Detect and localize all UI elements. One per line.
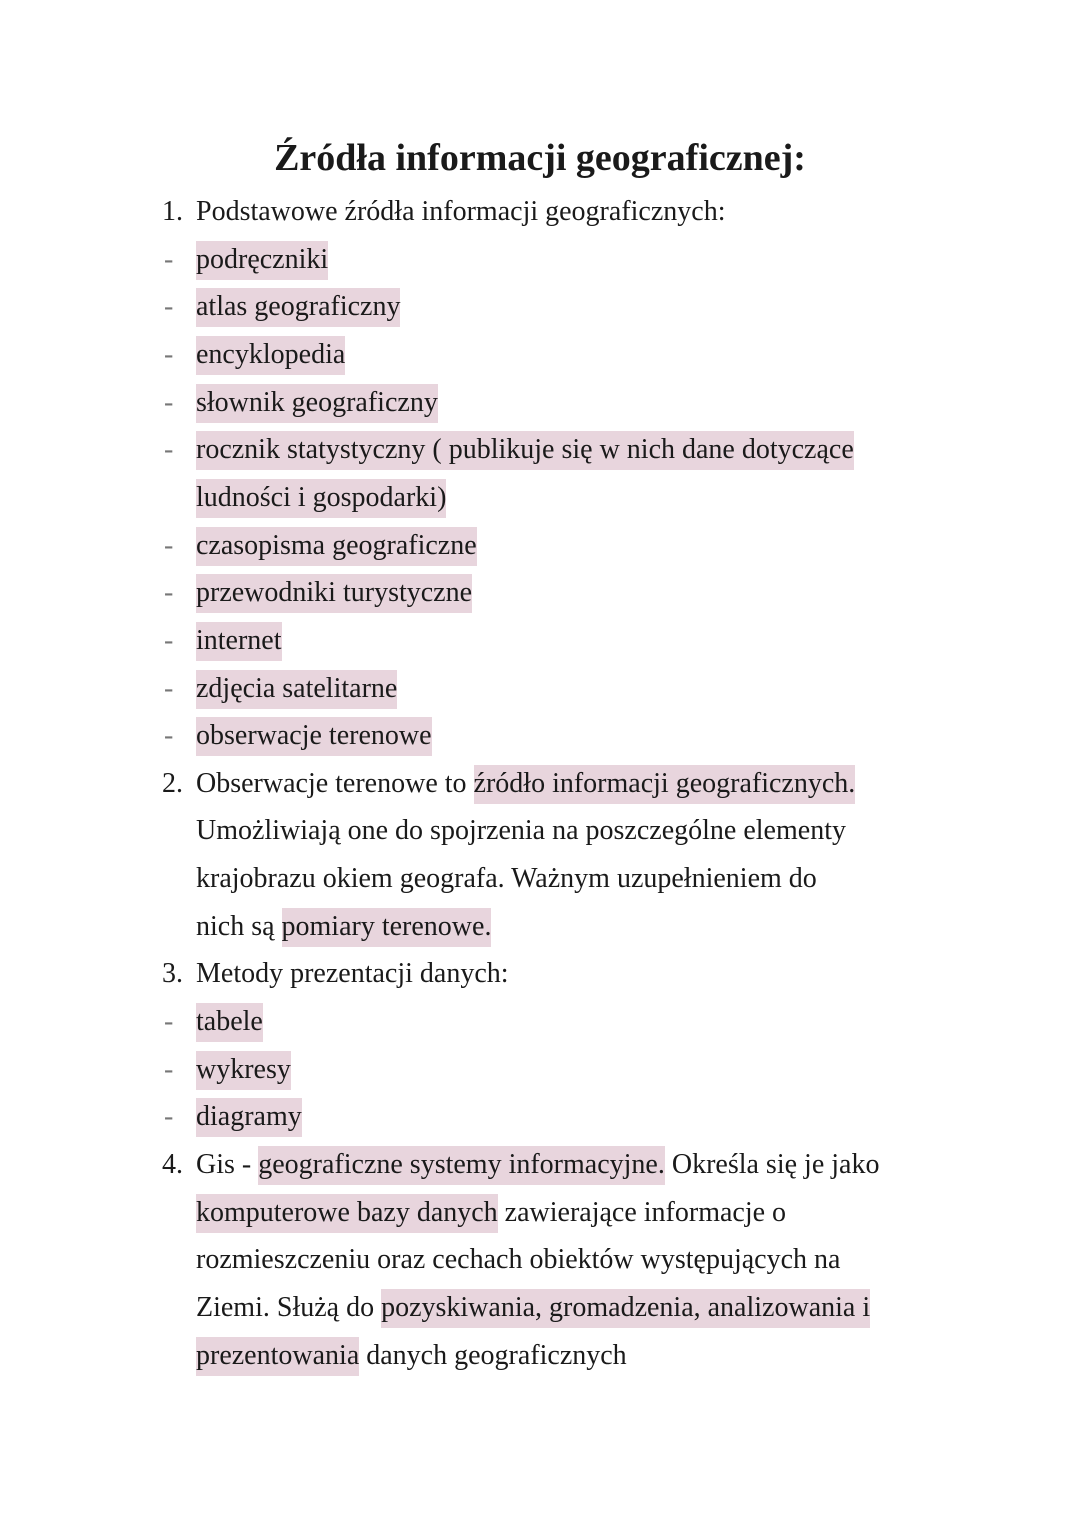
bullet-dash: -: [164, 720, 174, 752]
text-segment: rozmieszczeniu oraz cechach obiektów występujących na: [196, 1244, 841, 1276]
bullet-item: [0, 667, 1080, 711]
bullet-dash: -: [164, 291, 174, 323]
line-text: [196, 476, 446, 520]
text-segment: nich są: [196, 910, 282, 942]
line-text: [196, 762, 855, 806]
bullet-dash: -: [164, 386, 174, 418]
text-segment: Metody prezentacji danych:: [196, 958, 509, 990]
text-segment: Umożliwiają one do spojrzenia na poszczególne elementy: [196, 815, 846, 847]
bullet-item: [0, 238, 1080, 282]
highlighted-text: źródło informacji geograficznych.: [474, 765, 856, 804]
highlighted-text: ludności i gospodarki): [196, 479, 446, 518]
highlighted-text: zdjęcia satelitarne: [196, 670, 397, 709]
continuation-line: [0, 1238, 1080, 1282]
bullet-item: [0, 428, 1080, 472]
highlighted-text: diagramy: [196, 1098, 302, 1137]
highlighted-text: tabele: [196, 1003, 263, 1042]
bullet-item: [0, 285, 1080, 329]
highlighted-text: wykresy: [196, 1051, 291, 1090]
continuation-line: [0, 1286, 1080, 1330]
highlighted-text: prezentowania: [196, 1337, 359, 1376]
bullet-dash: -: [164, 1053, 174, 1085]
line-text: [196, 428, 854, 472]
numbered-item: [0, 762, 1080, 806]
line-text: [196, 238, 328, 282]
line-text: [196, 190, 725, 234]
bullet-item: [0, 571, 1080, 615]
highlighted-text: pomiary terenowe.: [282, 908, 492, 947]
line-text: [196, 952, 509, 996]
highlighted-text: geograficzne systemy informacyjne.: [258, 1146, 665, 1185]
continuation-line: [0, 809, 1080, 853]
line-text: [196, 1191, 786, 1235]
line-text: [196, 285, 400, 329]
highlighted-text: podręczniki: [196, 241, 328, 280]
continuation-line: [0, 905, 1080, 949]
continuation-line: [0, 857, 1080, 901]
line-text: [196, 333, 345, 377]
bullet-dash: -: [164, 577, 174, 609]
bullet-item: [0, 381, 1080, 425]
text-segment: krajobrazu okiem geografa. Ważnym uzupełnieniem do: [196, 863, 817, 895]
line-text: [196, 905, 491, 949]
item-number: 3.: [162, 958, 183, 990]
bullet-item: [0, 1048, 1080, 1092]
line-text: [196, 1000, 263, 1044]
highlighted-text: rocznik statystyczny ( publikuje się w nich dane dotyczące: [196, 431, 854, 470]
line-text: [196, 857, 817, 901]
continuation-line: [0, 1191, 1080, 1235]
line-text: [196, 1238, 840, 1282]
bullet-dash: -: [164, 338, 174, 370]
bullet-item: [0, 619, 1080, 663]
line-text: [196, 1048, 291, 1092]
item-number: 1.: [162, 196, 183, 227]
bullet-item: [0, 1000, 1080, 1044]
continuation-line: [0, 476, 1080, 520]
bullet-dash: -: [164, 434, 174, 466]
bullet-dash: -: [164, 624, 174, 656]
highlighted-text: przewodniki turystyczne: [196, 574, 472, 613]
text-segment: zawierające informacje o: [497, 1196, 787, 1228]
highlighted-text: komputerowe bazy danych: [196, 1194, 498, 1233]
line-text: [196, 381, 438, 425]
text-segment: danych geograficznych: [359, 1339, 627, 1371]
bullet-dash: -: [164, 243, 174, 275]
line-text: [196, 619, 282, 663]
line-text: [196, 1334, 627, 1378]
bullet-item: [0, 1095, 1080, 1139]
text-segment: Ziemi. Służą do: [196, 1291, 382, 1323]
line-text: [196, 524, 477, 568]
bullet-dash: -: [164, 672, 174, 704]
highlighted-text: internet: [196, 622, 282, 661]
line-text: [196, 667, 397, 711]
highlighted-text: atlas geograficzny: [196, 288, 400, 327]
highlighted-text: pozyskiwania, gromadzenia, analizowania i: [381, 1289, 870, 1328]
item-number: 4.: [162, 1149, 183, 1180]
bullet-item: [0, 524, 1080, 568]
bullet-dash: -: [164, 529, 174, 561]
text-segment: Gis -: [196, 1149, 259, 1180]
text-segment: Obserwacje terenowe to: [196, 767, 474, 799]
bullet-dash: -: [164, 1101, 174, 1133]
bullet-item: [0, 333, 1080, 377]
line-text: [196, 571, 472, 615]
highlighted-text: obserwacje terenowe: [196, 717, 432, 756]
text-segment: Określa się je jako: [664, 1149, 880, 1180]
numbered-item: [0, 1143, 1080, 1187]
line-text: [196, 809, 846, 853]
highlighted-text: czasopisma geograficzne: [196, 527, 477, 566]
numbered-item: [0, 190, 1080, 234]
numbered-item: [0, 952, 1080, 996]
bullet-item: [0, 714, 1080, 758]
line-text: [196, 1143, 879, 1187]
continuation-line: [0, 1334, 1080, 1378]
line-text: [196, 714, 432, 758]
highlighted-text: słownik geograficzny: [196, 384, 438, 423]
bullet-dash: -: [164, 1006, 174, 1038]
item-number: 2.: [162, 767, 183, 799]
highlighted-text: encyklopedia: [196, 336, 345, 375]
text-segment: Podstawowe źródła informacji geograficznych:: [196, 196, 726, 227]
line-text: [196, 1286, 870, 1330]
line-text: [196, 1095, 302, 1139]
page-title: Źródła informacji geograficznej:: [274, 137, 806, 179]
